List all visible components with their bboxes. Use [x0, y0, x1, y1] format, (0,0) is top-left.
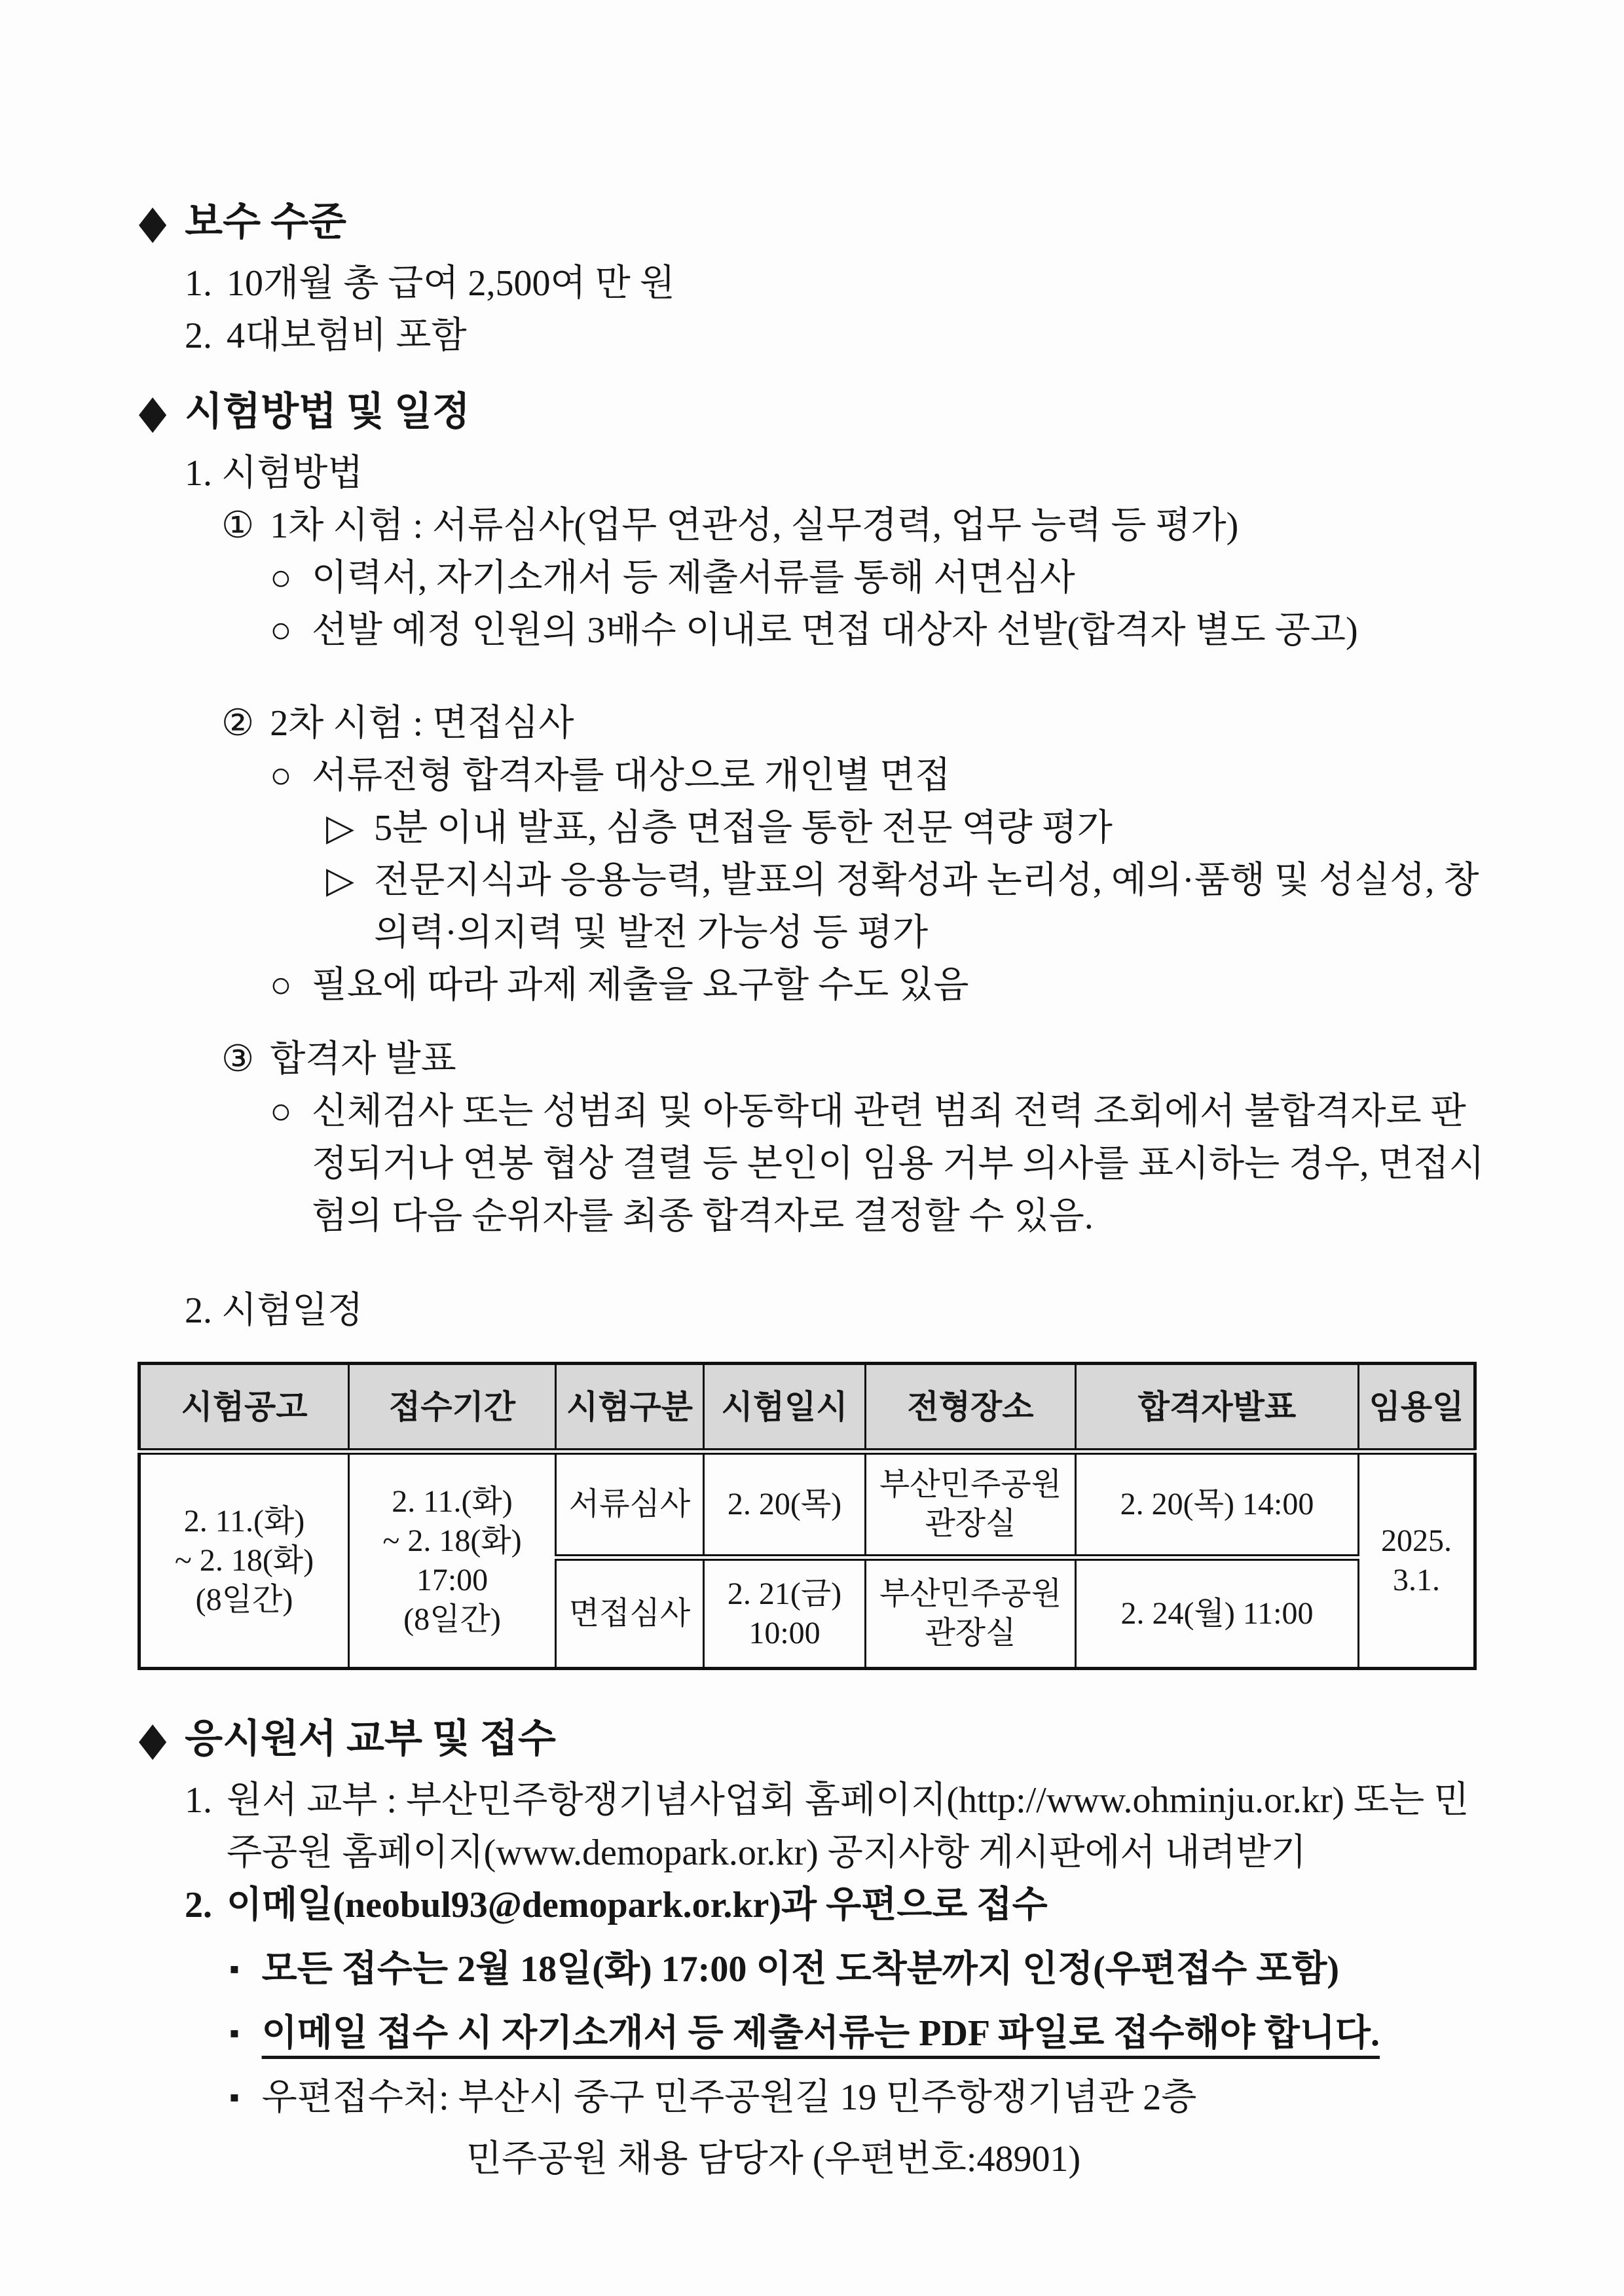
- table-row: [139, 1451, 1475, 1558]
- cell-exam-datetime: [704, 1558, 866, 1669]
- compensation-title: 보수 수준: [185, 200, 346, 244]
- application-note-text: 모든 접수는 2월 18일(화) 17:00 이전 도착분까지 인정(우편접수 포함): [261, 1949, 1340, 1990]
- cell-line: 2. 11.(화): [392, 1484, 513, 1519]
- cell-line: 2025.: [1381, 1523, 1452, 1558]
- round1-point: [0, 604, 1624, 657]
- section-application: [0, 1710, 1624, 2185]
- round2-subpoint-text: 5분 이내 발표, 심층 면접을 통한 전문 역량 평가: [374, 808, 1113, 848]
- cell-line: 2. 21(금): [727, 1576, 842, 1611]
- cell-exam-place: [866, 1558, 1076, 1669]
- result-point: [0, 1085, 1624, 1243]
- round1-point-text: 선발 예정 인원의 3배수 이내로 면접 대상자 선발(합격자 별도 공고): [311, 610, 1358, 651]
- circled-3-icon: ③: [221, 1039, 255, 1080]
- method-label: [0, 447, 1624, 500]
- cell-line: (8일간): [195, 1582, 293, 1617]
- cell-line: ~ 2. 18(화): [174, 1543, 314, 1578]
- result-heading: [0, 1033, 1624, 1085]
- application-note-continuation: [0, 2133, 1624, 2185]
- application-note-text: 우편접수처: 부산시 중구 민주공원길 19 민주항쟁기념관 2층: [261, 2077, 1197, 2118]
- triangle-bullet-icon: ▷: [326, 860, 355, 901]
- cell-exam-announce: [139, 1451, 349, 1669]
- round2-point: [0, 750, 1624, 802]
- application-note-continuation-text: 민주공원 채용 담당자 (우편번호:48901): [466, 2139, 1081, 2179]
- section-round2: [0, 697, 1624, 1011]
- application-note: [0, 2071, 1624, 2124]
- circled-1-icon: ①: [221, 505, 255, 546]
- cell-exam-place: [866, 1451, 1076, 1558]
- round1-point-text: 이력서, 자기소개서 등 제출서류를 통해 서면심사: [311, 558, 1075, 598]
- cell-line: 관장실: [925, 1506, 1016, 1541]
- round2-subpoint-text: 전문지식과 응용능력, 발표의 정확성과 논리성, 예의·품행 및 성실성, 창의력·의지력 및 발전 가능성 등 평가: [374, 860, 1479, 953]
- section-result-announcement: [0, 1033, 1624, 1243]
- result-heading-text: 합격자 발표: [270, 1039, 456, 1080]
- cell-line: 부산민주공원: [879, 1467, 1062, 1502]
- application-note-text: 이메일 접수 시 자기소개서 등 제출서류는 PDF 파일로 접수해야 합니다.: [261, 2013, 1380, 2054]
- header-exam-type: 시험구분: [556, 1364, 704, 1452]
- cell-appointment-date: [1359, 1451, 1475, 1669]
- schedule-label: [0, 1285, 1624, 1337]
- cell-line: 부산민주공원: [879, 1576, 1062, 1611]
- header-receipt-period: 접수기간: [349, 1364, 556, 1452]
- compensation-heading: [0, 193, 1624, 251]
- method-label-text: 1. 시험방법: [185, 453, 363, 494]
- circle-bullet-icon: ○: [270, 558, 292, 598]
- schedule-label-text: 2. 시험일정: [185, 1290, 363, 1331]
- circled-2-icon: ②: [221, 703, 255, 744]
- diamond-bullet-icon: ◆: [138, 1713, 167, 1764]
- header-result-announce: 합격자발표: [1076, 1364, 1359, 1452]
- round2-subpoint: [0, 802, 1624, 854]
- application-item-text: 원서 교부 : 부산민주항쟁기념사업회 홈페이지(http://www.ohminju.or.kr) 또는 민주공원 홈페이지(www.demopark.or.kr) 공지사항 게시판에서 내려받기: [227, 1780, 1469, 1873]
- application-title: 응시원서 교부 및 접수: [185, 1717, 556, 1760]
- round2-point-text: 필요에 따라 과제 제출을 요구할 수도 있음: [311, 965, 969, 1006]
- circle-bullet-icon: ○: [270, 610, 292, 651]
- cell-line: 2. 20(목): [727, 1487, 842, 1522]
- compensation-item-text: 10개월 총 급여 2,500여 만 원: [227, 263, 675, 304]
- round1-point: [0, 552, 1624, 604]
- compensation-item-text: 4대보험비 포함: [227, 316, 467, 356]
- application-item-text: 이메일(neobul93@demopark.or.kr)과 우편으로 접수: [227, 1885, 1048, 1925]
- circle-bullet-icon: ○: [270, 965, 292, 1006]
- square-bullet-icon: ▪: [229, 2081, 240, 2113]
- cell-result-announce: [1076, 1451, 1359, 1558]
- square-bullet-icon: ▪: [229, 2017, 240, 2049]
- cell-result-announce: [1076, 1558, 1359, 1669]
- circle-bullet-icon: ○: [270, 1091, 292, 1132]
- circle-bullet-icon: ○: [270, 756, 292, 796]
- cell-line: 3.1.: [1393, 1563, 1440, 1597]
- cell-exam-type: [556, 1451, 704, 1558]
- exam-schedule-table: [138, 1362, 1477, 1670]
- item-number: 2.: [185, 316, 212, 356]
- cell-exam-datetime: [704, 1451, 866, 1558]
- table-header-row: [139, 1364, 1475, 1452]
- cell-line: 2. 20(목) 14:00: [1120, 1487, 1314, 1522]
- exam-heading: [0, 383, 1624, 441]
- cell-receipt-period: [349, 1451, 556, 1669]
- cell-line: 서류심사: [568, 1487, 691, 1522]
- header-exam-announce: 시험공고: [139, 1364, 349, 1452]
- round2-heading-text: 2차 시험 : 면접심사: [270, 703, 574, 744]
- cell-line: 10:00: [748, 1616, 821, 1650]
- header-exam-place: 전형장소: [866, 1364, 1076, 1452]
- application-item: [0, 1879, 1624, 1931]
- application-item: [0, 1774, 1624, 1879]
- compensation-item: [0, 257, 1624, 310]
- section-compensation: [0, 193, 1624, 362]
- result-point-text: 신체검사 또는 성범죄 및 아동학대 관련 범죄 전력 조회에서 불합격자로 판정되거나 연봉 협상 결렬 등 본인이 임용 거부 의사를 표시하는 경우, 면접시험의 다음 순위자를 최종 합격자로 결정할 수 있음.: [311, 1091, 1485, 1237]
- cell-exam-type: [556, 1558, 704, 1669]
- round1-heading: [0, 500, 1624, 552]
- application-note: [0, 1943, 1624, 1995]
- section-exam-method: [0, 383, 1624, 657]
- diamond-bullet-icon: ◆: [138, 196, 167, 247]
- cell-line: ~ 2. 18(화): [382, 1523, 522, 1558]
- item-number: 2.: [185, 1885, 212, 1925]
- cell-line: (8일간): [403, 1602, 501, 1637]
- round2-subpoint: [0, 854, 1624, 959]
- header-exam-datetime: 시험일시: [704, 1364, 866, 1452]
- application-note: [0, 2007, 1624, 2060]
- section-exam-schedule: [0, 1285, 1624, 1670]
- cell-line: 2. 24(월) 11:00: [1120, 1596, 1314, 1631]
- header-appointment-date: 임용일: [1359, 1364, 1475, 1452]
- round2-point: [0, 959, 1624, 1011]
- cell-line: 17:00: [416, 1563, 489, 1597]
- square-bullet-icon: ▪: [229, 1953, 240, 1985]
- cell-line: 관장실: [925, 1616, 1016, 1650]
- compensation-item: [0, 310, 1624, 362]
- triangle-bullet-icon: ▷: [326, 808, 355, 848]
- application-heading: [0, 1710, 1624, 1768]
- round1-heading-text: 1차 시험 : 서류심사(업무 연관성, 실무경력, 업무 능력 등 평가): [270, 505, 1239, 546]
- item-number: 1.: [185, 1780, 212, 1821]
- cell-line: 면접심사: [568, 1596, 691, 1631]
- round2-heading: [0, 697, 1624, 750]
- exam-title: 시험방법 및 일정: [185, 390, 470, 433]
- round2-point-text: 서류전형 합격자를 대상으로 개인별 면접: [311, 756, 951, 796]
- diamond-bullet-icon: ◆: [138, 386, 167, 437]
- item-number: 1.: [185, 263, 212, 304]
- cell-line: 2. 11.(화): [183, 1504, 305, 1539]
